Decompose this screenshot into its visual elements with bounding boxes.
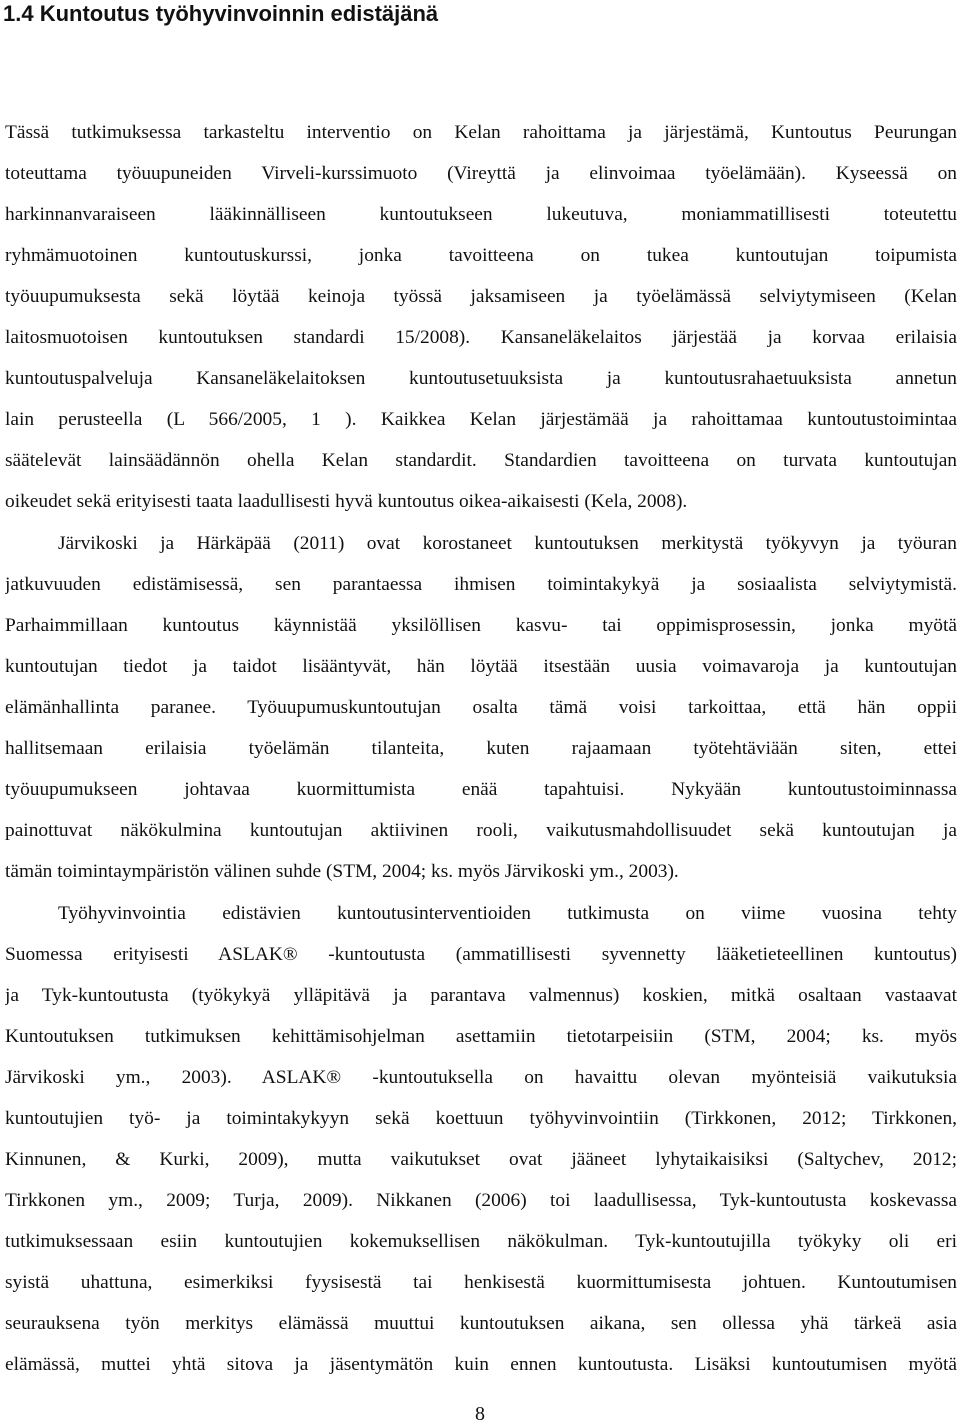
paragraph-2 — [5, 523, 957, 892]
paragraph-line: ja Tyk-kuntoutusta (työkykyä ylläpitävä ja parantava valmennus) koskien, mitkä osaltaan vastaavat — [5, 985, 957, 1006]
paragraph-line: hallitsemaan erilaisia työelämän tilanteita, kuten rajaamaan työtehtäviään siten, ettei — [5, 738, 957, 759]
paragraph-line: Tirkkonen ym., 2009; Turja, 2009). Nikkanen (2006) toi laadullisessa, Tyk-kuntoutusta koskevassa — [5, 1190, 957, 1211]
paragraph-line: Kuntoutuksen tutkimuksen kehittämisohjelman asettamiin tietotarpeisiin (STM, 2004; ks. myös — [5, 1026, 957, 1047]
paragraph-1 — [5, 112, 957, 522]
paragraph-line: Kinnunen, & Kurki, 2009), mutta vaikutukset ovat jääneet lyhytaikaisiksi (Saltychev, 2012; — [5, 1149, 957, 1170]
paragraph-line: harkinnanvaraiseen lääkinnälliseen kuntoutukseen lukeutuva, moniammatillisesti toteutettu — [5, 204, 957, 225]
paragraph-line: kuntoutujien työ- ja toimintakykyyn sekä koettuun työhyvinvointiin (Tirkkonen, 2012; Tirkkonen, — [5, 1108, 957, 1129]
paragraph-line: laitosmuotoisen kuntoutuksen standardi 15/2008). Kansaneläkelaitos järjestää ja korvaa erilaisia — [5, 327, 957, 348]
paragraph-line: oikeudet sekä erityisesti taata laadullisesti hyvä kuntoutus oikea-aikaisesti (Kela, 2008). — [5, 491, 688, 512]
paragraph-line: toteuttama työuupuneiden Virveli-kurssimuoto (Vireyttä ja elinvoimaa työelämään). Kyseessä on — [5, 163, 957, 184]
paragraph-line: Järvikoski ym., 2003). ASLAK® -kuntoutuksella on havaittu olevan myönteisiä vaikutuksia — [5, 1067, 957, 1088]
paragraph-line: syistä uhattuna, esimerkiksi fyysisestä tai henkisestä kuormittumisesta johtuen. Kuntoutumisen — [5, 1272, 957, 1293]
paragraph-line: elämässä, muttei yhtä sitova ja jäsentymätön kuin ennen kuntoutusta. Lisäksi kuntoutumisen myötä — [5, 1354, 957, 1375]
paragraph-line: tämän toimintaympäristön välinen suhde (STM, 2004; ks. myös Järvikoski ym., 2003). — [5, 861, 679, 882]
paragraph-line: seurauksena työn merkitys elämässä muuttui kuntoutuksen aikana, sen ollessa yhä tärkeä asia — [5, 1313, 957, 1334]
paragraph-line: Tässä tutkimuksessa tarkasteltu interventio on Kelan rahoittama ja järjestämä, Kuntoutus Peurungan — [5, 122, 957, 143]
paragraph-line: Suomessa erityisesti ASLAK® -kuntoutusta (ammatillisesti syvennetty lääketieteellinen kuntoutus) — [5, 944, 957, 965]
page-number: 8 — [475, 1403, 485, 1425]
paragraph-line: lain perusteella (L 566/2005, 1 ). Kaikkea Kelan järjestämää ja rahoittamaa kuntoutustoimintaa — [5, 409, 957, 430]
paragraph-line: kuntoutujan tiedot ja taidot lisääntyvät, hän löytää itsestään uusia voimavaroja ja kuntoutujan — [5, 656, 957, 677]
paragraph-line: työuupumuksesta sekä löytää keinoja työssä jaksamiseen ja työelämässä selviytymiseen (Kelan — [5, 286, 957, 307]
paragraph-line: elämänhallinta paranee. Työuupumuskuntoutujan osalta tämä voisi tarkoittaa, että hän oppii — [5, 697, 957, 718]
paragraph-3 — [5, 893, 957, 1385]
paragraph-line: Järvikoski ja Härkäpää (2011) ovat korostaneet kuntoutuksen merkitystä työkyvyn ja työuran — [58, 533, 957, 554]
paragraph-line: painottuvat näkökulmina kuntoutujan aktiivinen rooli, vaikutusmahdollisuudet sekä kuntoutujan ja — [5, 820, 957, 841]
section-heading: 1.4 Kuntoutus työhyvinvoinnin edistäjänä — [3, 1, 439, 26]
paragraph-line: työuupumukseen johtavaa kuormittumista enää tapahtuisi. Nykyään kuntoutustoiminnassa — [5, 779, 957, 800]
paragraph-line: tutkimuksessaan esiin kuntoutujien kokemuksellisen näkökulman. Tyk-kuntoutujilla työkyky oli eri — [5, 1231, 957, 1252]
paragraph-line: jatkuvuuden edistämisessä, sen parantaessa ihmisen toimintakykyä ja sosiaalista selviytymistä. — [5, 574, 957, 595]
paragraph-line: ryhmämuotoinen kuntoutuskurssi, jonka tavoitteena on tukea kuntoutujan toipumista — [5, 245, 957, 266]
paragraph-line: Parhaimmillaan kuntoutus käynnistää yksilöllisen kasvu- tai oppimisprosessin, jonka myötä — [5, 615, 957, 636]
paragraph-line: kuntoutuspalveluja Kansaneläkelaitoksen kuntoutusetuuksista ja kuntoutusrahaetuuksista annetun — [5, 368, 957, 389]
paragraph-line: säätelevät lainsäädännön ohella Kelan standardit. Standardien tavoitteena on turvata kuntoutujan — [5, 450, 957, 471]
paragraph-line: Työhyvinvointia edistävien kuntoutusinterventioiden tutkimusta on viime vuosina tehty — [58, 903, 957, 924]
